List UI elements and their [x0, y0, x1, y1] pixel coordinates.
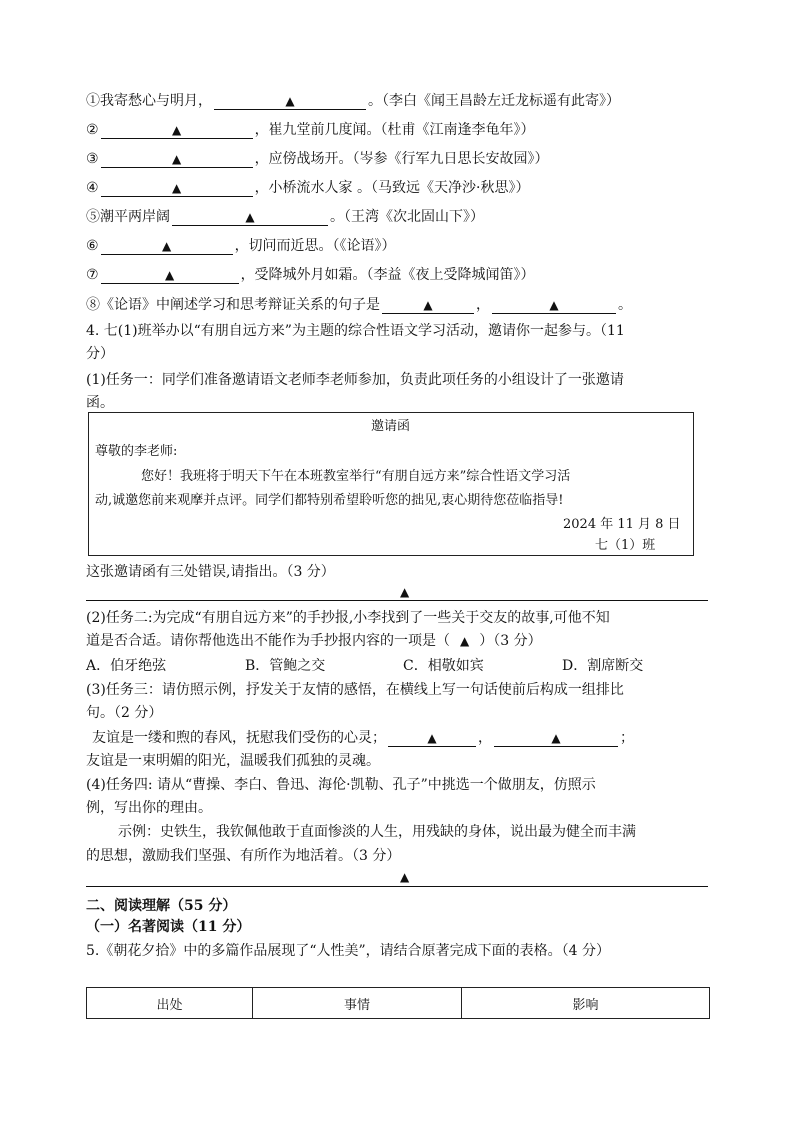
task3-line3: [92, 729, 634, 747]
section2-heading: 二、阅读理解（55 分）: [86, 898, 237, 914]
task2-line2-suffix: ）（3 分）: [479, 633, 542, 649]
q7-prefix: ⑦: [86, 267, 99, 283]
q5-table: [86, 987, 710, 1019]
task3-blank-1[interactable]: [388, 730, 476, 747]
task1-line2: 函。: [86, 395, 114, 411]
q8-blank-2[interactable]: [492, 297, 616, 314]
q7-blank[interactable]: [101, 267, 239, 284]
q1-suffix: 。（李白《闻王昌龄左迁龙标遥有此寄》）: [368, 93, 620, 109]
letter-date: 2024 年 11 月 8 日: [563, 517, 681, 532]
letter-body-line2: 动,诚邀您前来观摩并点评。同学们都特别希望聆听您的拙见,衷心期待您莅临指导!: [95, 493, 564, 508]
q8-sep: ，: [476, 297, 490, 313]
table-header-event: 事情: [253, 988, 462, 1019]
q2-blank[interactable]: [101, 122, 253, 139]
fill-in-q5: [86, 208, 484, 226]
q4-intro-line2: 分）: [86, 346, 114, 362]
q3-blank[interactable]: [101, 151, 253, 168]
task2-option-b: B．管鲍之交: [245, 658, 326, 674]
q1-blank[interactable]: [214, 93, 366, 110]
task2-option-c: C．相敬如宾: [403, 658, 484, 674]
table-header-source: 出处: [87, 988, 253, 1019]
q6-blank[interactable]: [101, 238, 233, 255]
fill-in-q7: [86, 266, 535, 284]
fill-in-q6: [86, 237, 396, 255]
task2-line2: [86, 632, 542, 650]
fill-in-q2: [86, 121, 535, 139]
q5-prefix: ⑤潮平两岸阔: [86, 209, 170, 225]
task2-line1: (2)任务二:为完成“有朋自远方来”的手抄报,小李找到了一些关于交友的故事,可他不知: [86, 610, 610, 626]
task3-line1: (3)任务三：请仿照示例，抒发关于友情的感悟，在横线上写一句话使前后构成一组排比: [86, 682, 624, 698]
answer-marker: ▲: [423, 298, 433, 312]
task4-answer-marker: ▲: [400, 870, 410, 884]
answer-marker: ▲: [171, 152, 182, 166]
task3-line4: 友谊是一束明媚的阳光，温暖我们孤独的灵魂。: [86, 753, 380, 769]
task1-question: 这张邀请函有三处错误,请指出。（3 分）: [86, 564, 335, 580]
answer-marker: ▲: [551, 731, 561, 745]
q6-suffix: ，切问而近思。（《论语》）: [234, 238, 396, 254]
task1-answer-line[interactable]: [86, 600, 708, 601]
answer-marker: ▲: [171, 181, 182, 195]
task3-line3-suffix: ；: [620, 730, 634, 746]
q3-prefix: ③: [86, 151, 99, 167]
q4-suffix: ，小桥流水人家 。（马致远《天净沙·秋思》）: [254, 180, 530, 196]
task2-answer-marker[interactable]: ▲: [460, 634, 470, 648]
answer-marker: ▲: [285, 94, 295, 108]
answer-marker: ▲: [549, 298, 559, 312]
task3-sep: ，: [478, 730, 492, 746]
answer-marker: ▲: [171, 123, 182, 137]
fill-in-q3: [86, 150, 549, 168]
q5-suffix: 。（王湾《次北固山下》）: [330, 209, 484, 225]
letter-signature: 七（1）班: [595, 538, 656, 553]
fill-in-q4: [86, 179, 529, 197]
task2-option-d: D．割席断交: [562, 658, 644, 674]
q8-blank-1[interactable]: [382, 297, 474, 314]
task4-line2: 例，写出你的理由。: [86, 800, 212, 816]
q4-intro-line1: 4. 七(1)班举办以“有朋自远方来”为主题的综合性语文学习活动，邀请你一起参与。（11: [86, 323, 625, 339]
task4-line1: (4)任务四: 请从“曹操、李白、鲁迅、海伦·凯勒、孔子”中挑选一个做朋友，仿照示: [86, 777, 596, 793]
q2-suffix: ，崔九堂前几度闻。（杜甫《江南逢李龟年》）: [254, 122, 535, 138]
answer-marker: ▲: [245, 210, 255, 224]
task4-answer-line[interactable]: [86, 886, 708, 887]
letter-salutation: 尊敬的李老师:: [95, 444, 178, 459]
invitation-letter-box: [88, 412, 694, 556]
task3-line3-prefix: 友谊是一缕和煦的春风，抚慰我们受伤的心灵；: [92, 730, 386, 746]
letter-title: 邀请函: [370, 419, 410, 434]
q8-suffix: 。: [618, 297, 632, 313]
q4-blank[interactable]: [101, 180, 253, 197]
answer-marker: ▲: [161, 239, 172, 253]
task1-answer-marker: ▲: [400, 585, 410, 599]
section2-subheading: （一）名著阅读（11 分）: [86, 919, 251, 935]
q5-prompt: 5.《朝花夕拾》中的多篇作品展现了“人性美”，请结合原著完成下面的表格。（4 分）: [86, 943, 611, 959]
q1-prefix: ①我寄愁心与明月，: [86, 93, 212, 109]
task2-option-a: A．伯牙绝弦: [86, 658, 167, 674]
letter-body-line1: 您好！我班将于明天下午在本班教室举行“有朋自远方来”综合性语文学习活: [141, 469, 571, 484]
q4-prefix: ④: [86, 180, 99, 196]
fill-in-q8: [86, 296, 632, 314]
task4-example-line2: 的思想，激励我们坚强、有所作为地活着。（3 分）: [86, 848, 401, 864]
task4-example-line1: 示例：史铁生，我钦佩他敢于直面惨淡的人生，用残缺的身体，说出最为健全而丰满: [118, 824, 636, 840]
task2-line2-prefix: 道是否合适。请你帮他选出不能作为手抄报内容的一项是（: [86, 633, 450, 649]
q8-prefix: ⑧《论语》中阐述学习和思考辩证关系的句子是: [86, 297, 380, 313]
q2-prefix: ②: [86, 122, 99, 138]
task1-line1: (1)任务一：同学们准备邀请语文老师李老师参加，负责此项任务的小组设计了一张邀请: [86, 372, 624, 388]
table-header-row: [87, 988, 710, 1019]
q7-suffix: ，受降城外月如霜。（李益《夜上受降城闻笛》）: [240, 267, 535, 283]
answer-marker: ▲: [164, 268, 175, 282]
task3-line2: 句。（2 分）: [86, 705, 163, 721]
answer-marker: ▲: [427, 731, 437, 745]
q6-prefix: ⑥: [86, 238, 99, 254]
task3-blank-2[interactable]: [494, 730, 618, 747]
fill-in-q1: [86, 92, 620, 110]
table-header-impact: 影响: [462, 988, 710, 1019]
q3-suffix: ，应傍战场开。（岑参《行军九日思长安故园》）: [254, 151, 549, 167]
q5-blank[interactable]: [172, 209, 328, 226]
